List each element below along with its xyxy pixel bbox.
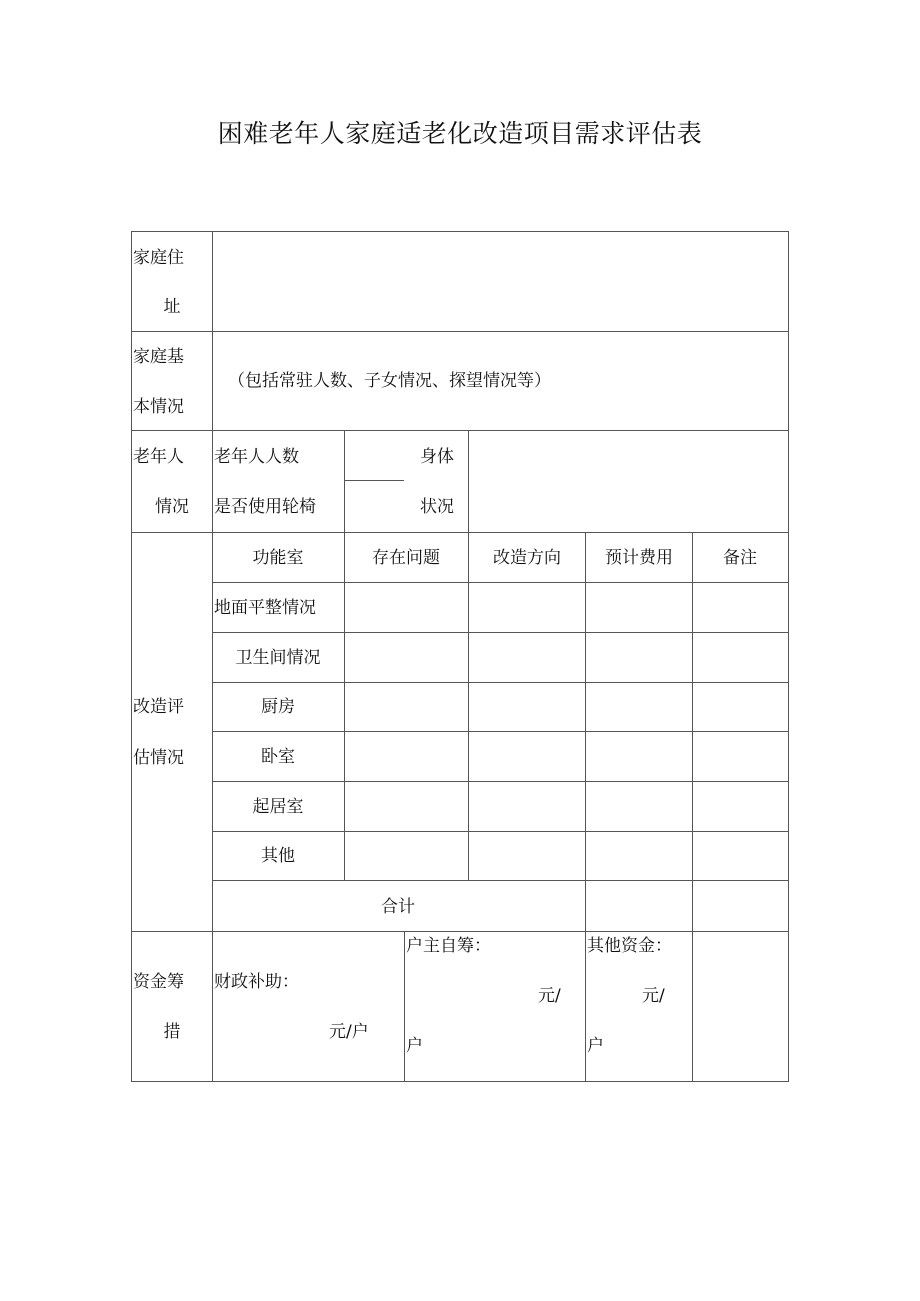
row-kitchen: 厨房 xyxy=(261,697,295,717)
family-basic-label-cont: 本情况 xyxy=(133,397,184,417)
header-note: 备注 xyxy=(723,548,757,568)
address-label: 家庭住 xyxy=(133,248,184,268)
owner-funding-label: 户主自筹： xyxy=(406,936,491,956)
row-bathroom: 卫生间情况 xyxy=(235,648,321,668)
family-basic-hint: （包括常驻人数、子女情况、探望情况等） xyxy=(228,371,551,391)
owner-funding-unit: 元/ xyxy=(538,986,561,1006)
wheelchair-label: 是否使用轮椅 xyxy=(214,497,316,517)
other-funding-unit: 元/ xyxy=(642,986,665,1006)
address-field[interactable] xyxy=(213,232,788,331)
row-living-room: 起居室 xyxy=(252,797,304,817)
elderly-label-cont: 情况 xyxy=(155,497,189,517)
header-room: 功能室 xyxy=(252,548,304,568)
body-condition-label-cont: 状况 xyxy=(420,497,454,517)
fiscal-subsidy-label: 财政补助： xyxy=(214,972,299,992)
other-funding-unit-cont: 户 xyxy=(587,1036,604,1056)
renovation-label: 改造评 xyxy=(133,697,184,717)
fiscal-subsidy-unit: 元/户 xyxy=(329,1022,369,1042)
family-basic-field[interactable] xyxy=(213,332,788,430)
owner-funding-unit-cont: 户 xyxy=(406,1036,423,1056)
header-problem: 存在问题 xyxy=(372,548,440,568)
elderly-label: 老年人 xyxy=(133,447,184,467)
address-label-cont: 址 xyxy=(163,297,181,317)
total-label: 合计 xyxy=(381,897,415,917)
family-basic-label: 家庭基 xyxy=(133,347,184,367)
header-cost: 预计费用 xyxy=(605,548,673,568)
renovation-label-cont: 估情况 xyxy=(133,748,184,768)
row-other: 其他 xyxy=(261,846,295,866)
funding-label-cont: 措 xyxy=(163,1022,181,1042)
total-cost-field[interactable] xyxy=(586,881,692,931)
header-direction: 改造方向 xyxy=(493,548,561,568)
body-condition-field[interactable] xyxy=(469,431,788,532)
funding-note-field[interactable] xyxy=(693,932,788,1081)
row-floor: 地面平整情况 xyxy=(214,598,316,618)
row-bedroom: 卧室 xyxy=(261,747,295,767)
funding-label: 资金筹 xyxy=(133,972,184,992)
elderly-count-label: 老年人人数 xyxy=(214,447,299,467)
other-funding-label: 其他资金： xyxy=(587,936,672,956)
page-title: 困难老年人家庭适老化改造项目需求评估表 xyxy=(217,119,703,148)
body-condition-label: 身体 xyxy=(420,447,454,467)
